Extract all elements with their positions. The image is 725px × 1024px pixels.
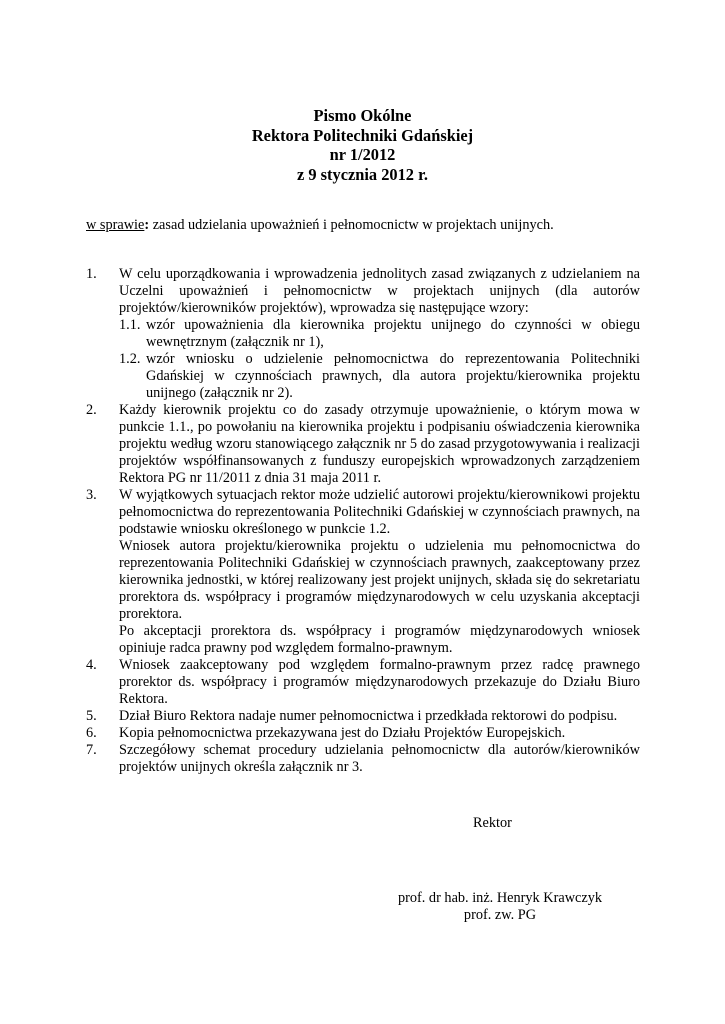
title-line-4: z 9 stycznia 2012 r. — [297, 164, 428, 184]
title-line-1: Pismo Okólne — [313, 106, 412, 125]
item-number: 6. — [86, 725, 97, 741]
sub-item-text: wzór upoważnienia dla kierownika projektu unijnego do czynności w obiegu wewnętrznym (załącznik nr 1), — [146, 317, 640, 350]
list-item-2 — [86, 402, 640, 487]
list-item-4 — [86, 657, 640, 708]
item-text: Dział Biuro Rektora nadaje numer pełnomocnictwa i przedkłada rektorowi do podpisu. — [119, 708, 618, 724]
list-item-1 — [86, 266, 640, 402]
sub-item-number: 1.1. — [119, 317, 141, 333]
signature-block — [360, 890, 640, 924]
title-line-3: nr 1/2012 — [329, 145, 396, 164]
subject-label: w sprawie — [86, 217, 145, 233]
sub-item-1-2 — [119, 351, 640, 402]
signatory-title: prof. zw. PG — [463, 907, 537, 923]
item-paragraph-2: Wniosek autora projektu/kierownika projektu o udzielenia mu pełnomocnictwa do reprezentowania Politechniki Gdańskiej w czynnościach prawnych, zaakceptowany przez kierownika jednostki, w której realizowany jest projekt unijnych, składa się do sekretariatu prorektora ds. współpracy i programów międzynarodowych w celu uzyskania akceptacji prorektora. — [119, 538, 640, 622]
item-text: W celu uporządkowania i wprowadzenia jednolitych zasad związanych z udzielaniem na Uczelni upoważnień i pełnomocnictw w projektach unijnych (dla autorów projektów/kierowników projektów), wprowadza się następujące wzory: — [119, 266, 640, 316]
list-item-5 — [86, 708, 640, 725]
signature-role: Rektor — [473, 815, 512, 831]
list-item-7 — [86, 742, 640, 776]
subject-line — [86, 217, 646, 234]
sub-item-number: 1.2. — [119, 351, 141, 367]
item-number: 2. — [86, 402, 97, 418]
provisions-list — [86, 266, 640, 776]
item-number: 4. — [86, 657, 97, 673]
item-number: 1. — [86, 266, 97, 282]
item-number: 5. — [86, 708, 97, 724]
item-paragraph-3: Po akceptacji prorektora ds. współpracy i programów międzynarodowych wniosek opiniuje radca prawny pod względem formalno-prawnym. — [119, 623, 640, 656]
sub-item-1-1 — [119, 317, 640, 351]
list-item-6 — [86, 725, 640, 742]
list-item-3 — [86, 487, 640, 657]
item-number: 7. — [86, 742, 97, 758]
subject-text: zasad udzielania upoważnień i pełnomocnictw w projektach unijnych. — [149, 217, 554, 233]
title-line-2: Rektora Politechniki Gdańskiej — [251, 125, 474, 145]
item-text: Kopia pełnomocnictwa przekazywana jest do Działu Projektów Europejskich. — [119, 725, 566, 741]
item-text: W wyjątkowych sytuacjach rektor może udzielić autorowi projektu/kierownikowi projektu pełnomocnictwa do reprezentowania Politechniki Gdańskiej w czynnościach prawnych, na podstawie wniosku określonego w punkcie 1.2. — [119, 487, 640, 537]
sub-item-text: wzór wniosku o udzielenie pełnomocnictwa do reprezentowania Politechniki Gdańskiej w czynnościach prawnych, dla autora projektu/kierownika projektu unijnego (załącznik nr 2). — [146, 351, 640, 401]
item-text: Każdy kierownik projektu co do zasady otrzymuje upoważnienie, o którym mowa w punkcie 1.1., po powołaniu na kierownika projektu i podpisaniu oświadczenia kierownika projektu według wzoru stanowiącego załącznik nr 5 do zasad przygotowywania i realizacji projektów współfinansowanych z funduszy europejskich wprowadzonych zarządzeniem Rektora PG nr 11/2011 z dnia 31 maja 2011 r. — [119, 402, 640, 486]
item-text: Wniosek zaakceptowany pod względem formalno-prawnym przez radcę prawnego prorektor ds. współpracy i programów międzynarodowych przekazuje do Działu Biuro Rektora. — [119, 657, 640, 707]
subject-colon: : — [144, 217, 150, 233]
signatory-name: prof. dr hab. inż. Henryk Krawczyk — [397, 890, 603, 906]
document-title — [0, 106, 725, 184]
item-text: Szczegółowy schemat procedury udzielania pełnomocnictw dla autorów/kierowników projektów unijnych określa załącznik nr 3. — [119, 742, 640, 775]
item-number: 3. — [86, 487, 97, 503]
